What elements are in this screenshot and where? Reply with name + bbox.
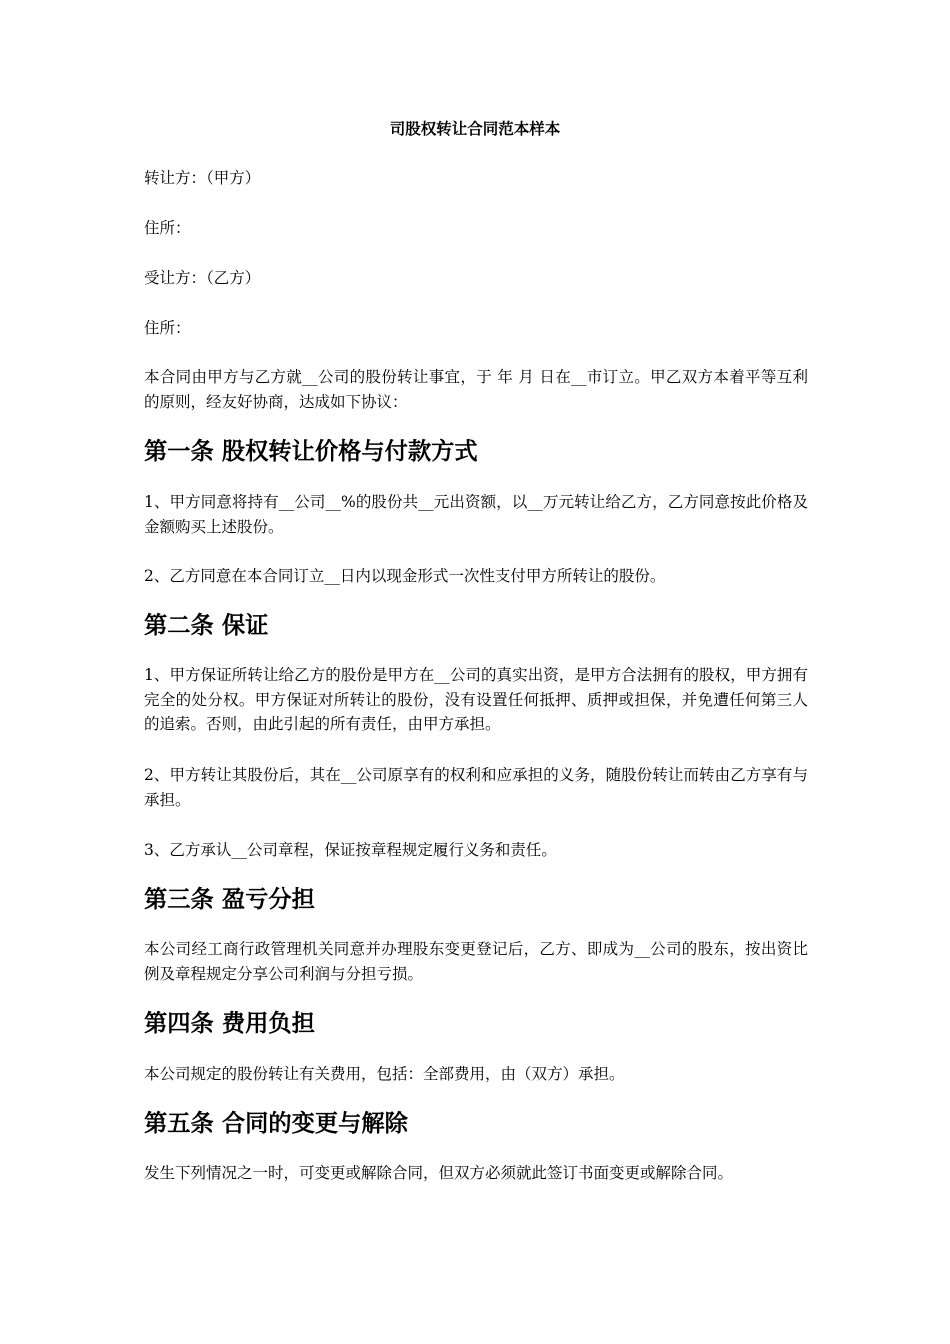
transferor-address-line: 住所： bbox=[144, 219, 191, 237]
article-2-clause-2: 2、甲方转让其股份后，其在__公司原享有的权利和应承担的义务，随股份转让而转由乙方享有与承担。 bbox=[144, 766, 808, 809]
article-1-clause-2: 2、乙方同意在本合同订立__日内以现金形式一次性支付甲方所转让的股份。 bbox=[144, 567, 666, 585]
article-4-clause-1: 本公司规定的股份转让有关费用，包括：全部费用，由（双方）承担。 bbox=[144, 1065, 625, 1083]
article-1-heading: 第一条 股权转让价格与付款方式 bbox=[144, 438, 478, 465]
article-3-heading: 第三条 盈亏分担 bbox=[144, 886, 315, 913]
article-2-clause-1: 1、甲方保证所转让给乙方的股份是甲方在__公司的真实出资，是甲方合法拥有的股权，甲方拥有完全的处分权。甲方保证对所转让的股份，没有设置任何抵押、质押或担保，并免遭任何第三人的追索。否则，由此引起的所有责任，由甲方承担。 bbox=[144, 666, 808, 733]
article-2-heading: 第二条 保证 bbox=[144, 612, 269, 639]
article-5-clause-1: 发生下列情况之一时，可变更或解除合同，但双方必须就此签订书面变更或解除合同。 bbox=[144, 1164, 734, 1182]
intro-paragraph: 本合同由甲方与乙方就__公司的股份转让事宜，于 年 月 日在__市订立。甲乙双方本着平等互利的原则，经友好协商，达成如下协议： bbox=[144, 368, 808, 411]
document-title: 司股权转让合同范本样本 bbox=[389, 119, 561, 138]
transferee-line: 受让方：（乙方） bbox=[144, 269, 261, 287]
transferee-address-line: 住所： bbox=[144, 319, 191, 337]
transferor-line: 转让方：（甲方） bbox=[144, 169, 261, 187]
article-3-clause-1: 本公司经工商行政管理机关同意并办理股东变更登记后，乙方、即成为__公司的股东，按出资比例及章程规定分享公司利润与分担亏损。 bbox=[144, 940, 808, 983]
article-1-clause-1: 1、甲方同意将持有__公司__%的股份共__元出资额，以__万元转让给乙方，乙方同意按此价格及金额购买上述股份。 bbox=[144, 493, 808, 536]
article-2-clause-3: 3、乙方承认__公司章程，保证按章程规定履行义务和责任。 bbox=[144, 841, 557, 859]
article-5-heading: 第五条 合同的变更与解除 bbox=[144, 1110, 408, 1137]
article-4-heading: 第四条 费用负担 bbox=[144, 1010, 315, 1037]
